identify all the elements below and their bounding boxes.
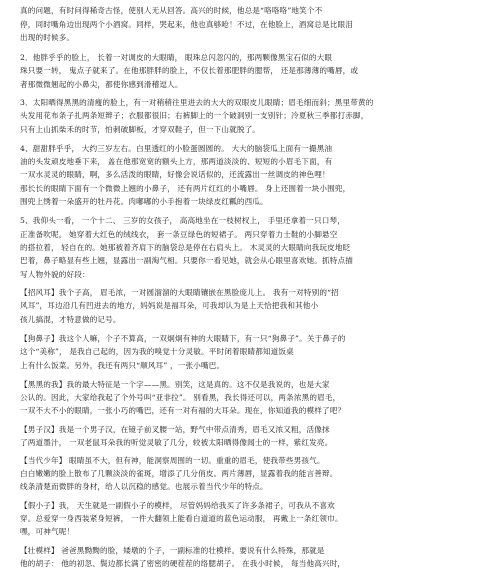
- text-line: 公认的。因此，大家给我起了个外号叫“亚非拉”。 别看黑，我长得还可以，两条浓黑的眉毛，: [20, 393, 341, 402]
- text-line: 【招风耳】我个子高， 眉毛浓，一对圆溜溜的大眼睛镶嵌在黑脸庞儿上。 我有一对特别的“招: [20, 288, 339, 297]
- text-line: 者那微微翘起的小鼻尖，都使你感到滑稽逗人。: [20, 80, 183, 89]
- text-line: 【当代少年】 眼睛虽不大，但有神，能洞察周围的一切。重重的眉毛，使我带些男孩气。: [20, 456, 325, 465]
- text-line: 巴着，鼻子略显有些上翘，显露出一副淘气相。只要你一看见她，就会从心眼里喜欢她。抓特点描: [20, 256, 353, 265]
- text-line: 他的胡子： 他的初忽、鬓边都长满了密密的硬茬茬的络腮胡子。 在我小时候， 每当他高兴时，: [20, 559, 346, 568]
- text-line: 【假小子】我， 天生就是一副假小子的模样， 尽管妈妈给我买了许多条裙子，可我从不喜欢: [20, 501, 335, 510]
- text-line: 珠只要一转， 鬼点子就来了。在他那胖胖的脸上，不仅长着那肥胖的腮帮， 还是那薄薄的嘴唇，或: [20, 66, 359, 75]
- text-line: 3．太阳晒得黑黑的清瘦的脸上，有一对稍稍往里进去的大大的双眼皮儿眼睛；眉毛细而斜；黑里带黄的: [20, 98, 374, 107]
- text-line: 线条清楚而微胖的身材，给人以沉稳的感觉。也展示着当代少年的特点。: [20, 482, 268, 491]
- text-line: 穿。总爱穿一身西装紧身短裤， 一件大翻领上能看白道道的蓝色运动服， 再戴上一条红领巾。: [20, 514, 343, 523]
- text-line: 一双不大不小的眼睛，一张小巧的嘴巴，还有一对有福的大耳朵。现在，你知道我的模样了吧？: [20, 406, 346, 415]
- text-line: 风耳”，耳边沿几有凹进去的地方，妈妈说是福耳朵，可我却认为是上天恰把我和其他小: [20, 301, 319, 310]
- text-line: 嘿，可神气呢！: [20, 527, 75, 536]
- text-line: 2．他胖乎乎的脸上， 长着一对调皮的大眼睛， 眼珠总闪忽闪的，那两颗像黑宝石似的大眼: [20, 53, 333, 62]
- text-line: 写人物外貌的好段：: [20, 270, 90, 279]
- text-line: 油的头发顽皮地垂下来， 盖在他那宽宽的额头上方，那两道淡淡的、短短的小眉毛下面，有: [20, 157, 333, 166]
- text-line: 白白嫩嫩的脸上散布了几颗淡淡的雀斑，增添了几分俏皮。两片薄唇，显露着我的能言善辩。: [20, 469, 338, 478]
- text-line: 【黑黑的我】我的最大特征是一个字——黑。别笑，这是真的。这不仅是我说的，也是大家: [20, 380, 330, 389]
- text-line: 一双水灵灵的眼睛，啊，多么活泼的眼睛，好像会说话似的，还流露出一丝调皮的神色哩！: [20, 170, 330, 179]
- text-line: 出现的时候多。: [20, 33, 75, 42]
- text-line: 【男子汉】我是一个男子汉，在镜子前叉腰一站，野气中带点清秀，眉毛又浓又粗，活像抹: [20, 425, 330, 434]
- text-line: 5、我仰头一看， 一个十二、 三岁的女孩子， 高高地坐在一枝树杈上， 手里还拿着一只口琴，: [20, 216, 345, 225]
- text-line: 上有什么饭菜。另外，我还有两只“顺风耳” ，一张小嘴巴。: [20, 361, 225, 370]
- text-line: 的搭拉着， 轻自在的。她那被着齐肩下的脑袋总是停在右肩头上。 木灵灵的大眼睛向我玩皮地眨: [20, 243, 351, 252]
- text-line: 4、甜甜胖乎乎， 大约三岁左右。白里透红的小脸蛋圆圆的。 大大的脑袋瓜上面有一撮黑油: [20, 144, 333, 153]
- text-line: 停，同时嘴角边出现两个小酒窝。同样，哭起来，他也真够呛！不过，在他脸上，酒窝总是比眼泪: [20, 20, 353, 29]
- text-line: 【狗鼻子】我这个人嘛，个子不算高，一双炯炯有神的大眼睛下，有一只“狗鼻子”。关于鼻子的: [20, 334, 346, 343]
- text-line: 【壮模样】 爸爸黑黝黝的脸，矮墩的个子，一副标准的壮模样。要说有什么特殊，那就是: [20, 546, 325, 555]
- text-line: 那长长的眼睛下面有一个微微上翘的小鼻子， 还有两片红红的小嘴唇。 身上还围着一块小围兜，: [20, 184, 351, 193]
- text-line: 了两道墨汁， 一双老鼠耳朵我的听觉灵敏了几分，较被太阳晒得像闻士的一样，紫红发亮。: [20, 438, 333, 447]
- text-line: 只有上山抓柴禾的时节，怕刺破脚板，才穿双鞋子，但一下山就脱了。: [20, 125, 261, 134]
- text-line: 头发用花布条子扎两条短辫子；衣服都很旧；右裤脚上的一个破洞别一支别针；冷夏秋三季都打赤脚，: [20, 111, 369, 120]
- text-line: 围兜上绣着一朵盛开的牡丹花。肉嘟嘟的小手抱着一块绿皮红瓤的西瓜。: [20, 197, 268, 206]
- text-line: 孩儿搞混，才特意做的记号。: [20, 315, 121, 324]
- text-line: 这个“美称”， 是我自己起的，因为我的嗅觉十分灵敏。平时闭着眼睛都知道饭桌: [20, 347, 294, 356]
- text-line: 真的问题，有时问得稀奇古怪，使别人无从回答。高兴的时候，他总是“咯咯咯”地笑个不: [20, 6, 323, 15]
- text-line: 正准备吹呢。 她穿着大红色的绒线衣， 套一条豆绿色的短裙子。 两只穿着力士鞋的小脚悬空: [20, 230, 338, 239]
